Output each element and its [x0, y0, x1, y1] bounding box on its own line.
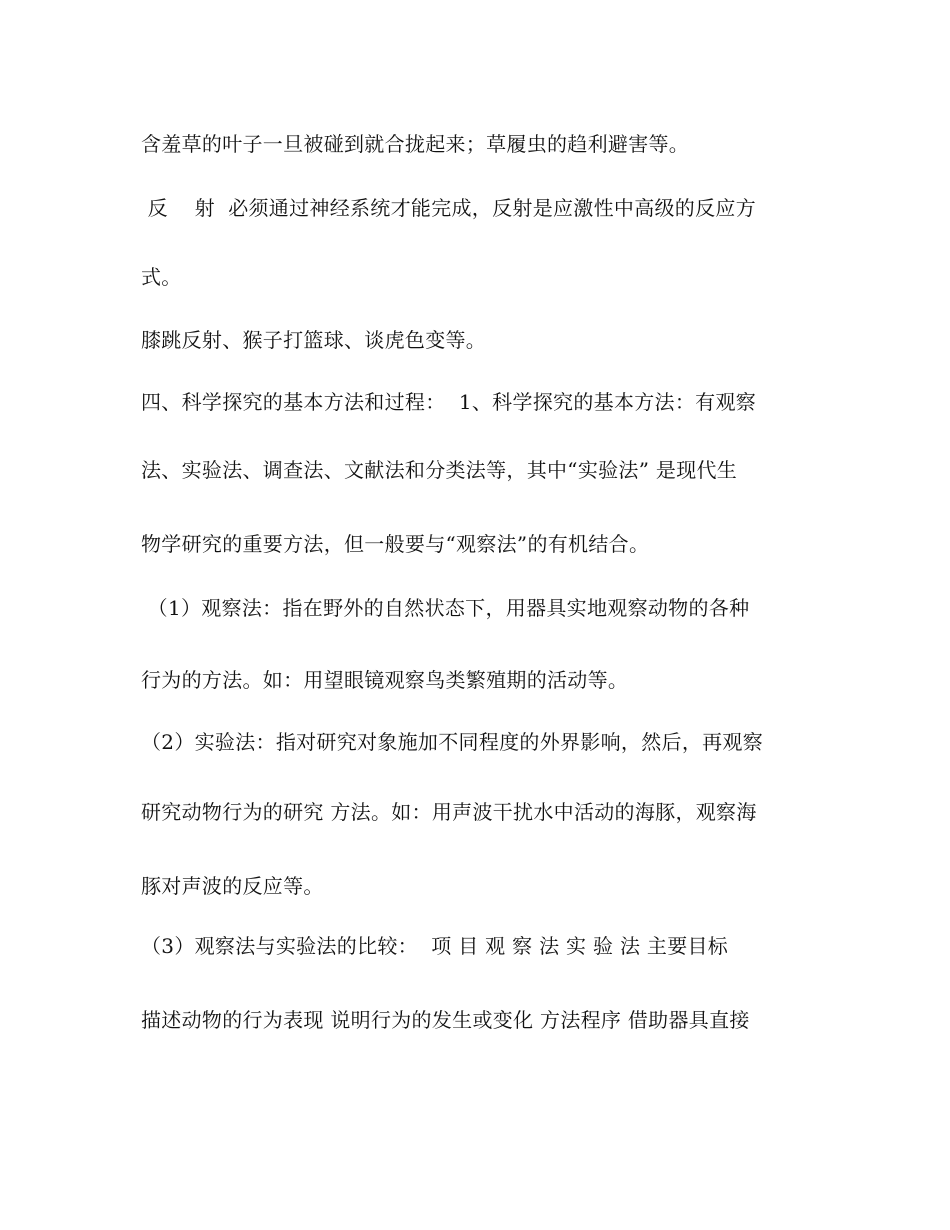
- text-line: （3）观察法与实验法的比较： 项 目 观 察 法 实 验 法 主要目标: [141, 934, 729, 958]
- text-line: 行为的方法。如：用望眼镜观察鸟类繁殖期的活动等。: [141, 668, 629, 692]
- text-line: （2）实验法：指对研究对象施加不同程度的外界影响，然后，再观察: [141, 730, 764, 754]
- text-line: 法、实验法、调查法、文献法和分类法等，其中“实验法” 是现代生: [141, 458, 738, 482]
- text-line: 四、科学探究的基本方法和过程： 1、科学探究的基本方法：有观察: [141, 390, 757, 414]
- text-line: （1）观察法：指在野外的自然状态下，用器具实地观察动物的各种: [141, 596, 750, 620]
- text-line: 豚对声波的反应等。: [141, 874, 324, 898]
- text-line: 描述动物的行为表现 说明行为的发生或变化 方法程序 借助器具直接: [141, 1008, 750, 1032]
- text-line: 含羞草的叶子一旦被碰到就合拢起来；草履虫的趋利避害等。: [141, 132, 690, 156]
- text-line: 式。: [141, 265, 182, 289]
- text-line: 膝跳反射、猴子打篮球、谈虎色变等。: [141, 328, 487, 352]
- text-line: 反 射 必须通过神经系统才能完成，反射是应激性中高级的反应方: [141, 196, 757, 220]
- text-line: 研究动物行为的研究 方法。如：用声波干扰水中活动的海豚，观察海: [141, 800, 757, 824]
- text-line: 物学研究的重要方法，但一般要与“观察法”的有机结合。: [141, 532, 650, 556]
